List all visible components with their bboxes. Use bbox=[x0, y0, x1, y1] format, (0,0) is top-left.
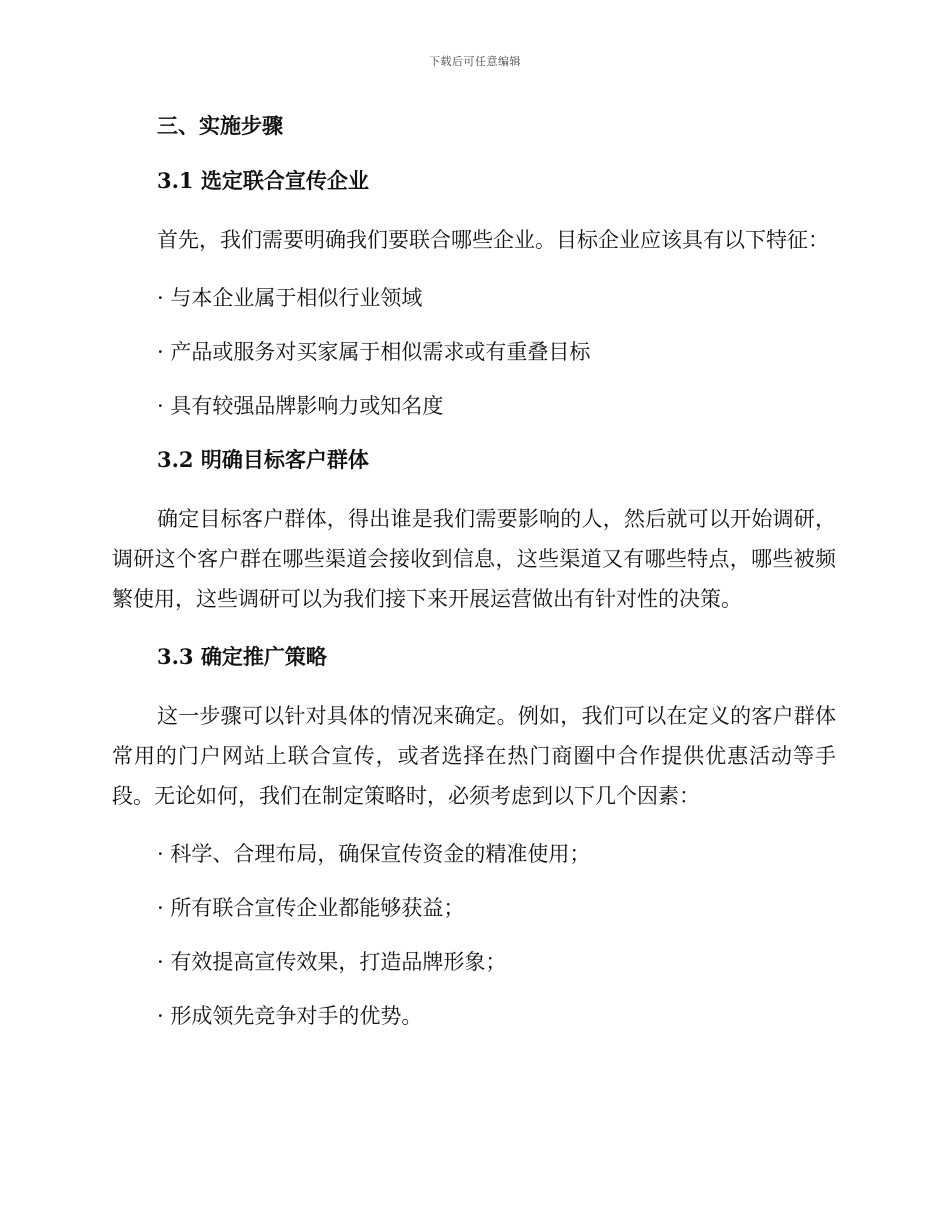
bullet-item: · 所有联合宣传企业都能够获益； bbox=[157, 896, 465, 920]
paragraph-3-3: 这一步骤可以针对具体的情况来确定。例如，我们可以在定义的客户群体常用的门户网站上联合宣传，或者选择在热门商圈中合作提供优惠活动等手段。无论如何，我们在制定策略时，必须考虑到以下几个因素： bbox=[112, 704, 836, 808]
subsection-title-3-2: 3.2 明确目标客户群体 bbox=[157, 447, 369, 472]
bullet-item: · 有效提高宣传效果，打造品牌形象； bbox=[157, 950, 507, 974]
section-title: 三、实施步骤 bbox=[157, 113, 283, 138]
subsection-title-3-1: 3.1 选定联合宣传企业 bbox=[157, 168, 369, 193]
bullet-item: · 产品或服务对买家属于相似需求或有重叠目标 bbox=[157, 340, 591, 364]
paragraph-3-1-intro: 首先，我们需要明确我们要联合哪些企业。目标企业应该具有以下特征： bbox=[157, 228, 829, 252]
bullet-item: · 与本企业属于相似行业领域 bbox=[157, 286, 423, 310]
subsection-title-3-3: 3.3 确定推广策略 bbox=[157, 644, 327, 669]
document-body bbox=[112, 110, 836, 1032]
header-note: 下载后可任意编辑 bbox=[429, 55, 521, 68]
bullet-item: · 科学、合理布局，确保宣传资金的精准使用； bbox=[157, 842, 591, 866]
bullet-item: · 具有较强品牌影响力或知名度 bbox=[157, 394, 444, 418]
paragraph-3-2: 确定目标客户群体，得出谁是我们需要影响的人，然后就可以开始调研，调研这个客户群在哪些渠道会接收到信息，这些渠道又有哪些特点，哪些被频繁使用，这些调研可以为我们接下来开展运营做出有针对性的决策。 bbox=[112, 507, 836, 611]
bullet-item: · 形成领先竞争对手的优势。 bbox=[157, 1004, 423, 1028]
